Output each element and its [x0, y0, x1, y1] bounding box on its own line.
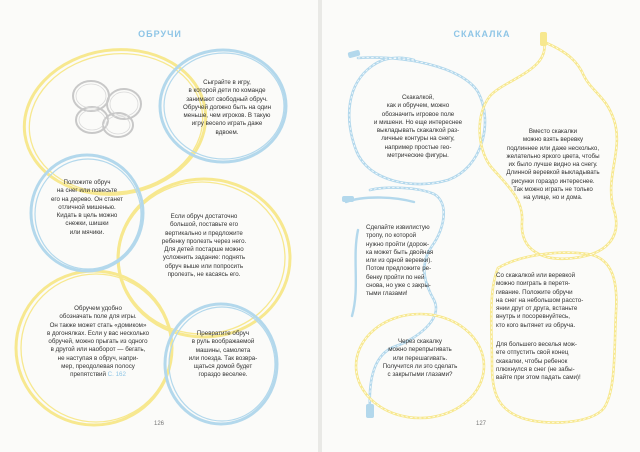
tip-winding-path: Сделайте извилистую тропу, по которой нужно пройти (дорож- ка может быть двойная или из одной веревки). Потом предложите ре- бенку пройти по ней снова, но уже с закры- тыми глазами!: [366, 224, 434, 298]
tip-rope-shapes: Скакалкой, как и обручем, можно обозначить игровое поле и мишени. Но еще интереснее выкладывать скакалкой раз- личные контуры на снегу, например простые гео- метрические фигуры.: [373, 94, 463, 160]
page-jump-rope: [322, 0, 640, 452]
tip-hoop-steering-wheel: Превратите обруч в руль воображаемой машины, самолета или поезда. Так возвра- щаться домой будет гораздо веселее.: [188, 330, 258, 379]
page-number: 127: [475, 421, 486, 427]
page-crossref: С. 162: [107, 371, 126, 379]
tip-hoop-target: Положите обруч на снег или повесьте его на дерево. Он станет отличной мишенью. Кидать в цель можно снежки, шишки или мячики.: [50, 179, 124, 236]
tip-jump-over-rope: Через скакалку можно перепрыгивать или перешагивать. Получится ли это сделать с закрытыми глазами?: [382, 338, 458, 379]
tip-hoop-play-field: [31, 305, 165, 380]
tip-free-hoop-game: Сыграйте в игру, в которой дети по команде занимают свободный обруч. Обручей должно быть на один меньше, чем игроков. В такую игру весело играть даже вдвоем.: [182, 79, 272, 136]
page-hoops: [0, 0, 318, 452]
tip-hoop-play-field-text: Обручем удобно обозначать поле для игры. Он также может стать «домиком» в догонялках. Если у вас несколько обручей, можно прыгать из одного в другой или наоборот — бегать, не наступая в обруч, напри- мер, преодолевая полосу препятствий: [46, 305, 150, 379]
tip-let-go-rope: Для большего веселья мож- ете отпустить свой конец скакалки, чтобы ребенок плюхнулся в снег (не забы- вайте при этом падать сами)!: [496, 341, 581, 382]
page-title: СКАКАЛКА: [453, 29, 511, 39]
tip-tug-of-war: Со скакалкой или веревкой можно поиграть в перетя- гивание. Положите обручи на снег на небольшом рассто- янии друг от друга, встаньте внутрь и посоревнуйтесь, кто кого вытянет из обруча.: [496, 272, 584, 329]
page-title: ОБРУЧИ: [138, 29, 182, 39]
tip-climb-through-hoop: Если обруч достаточно большой, поставьте его вертикально и предложите ребенку пролезть через него. Для детей постарше можно усложнить задание: поднять обруч выше или попросить пролезть, не касаясь его.: [161, 213, 247, 279]
page-number: 126: [153, 421, 164, 427]
tip-longer-rope: Вместо скакалки можно взять веревку подлиннее или даже несколько, желательно яркого цвета, чтобы их было лучше видно на снегу. Длинной веревкой выкладывать рисунки гораздо интереснее. Так можно играть не только на улице, но и дома.: [506, 128, 600, 202]
